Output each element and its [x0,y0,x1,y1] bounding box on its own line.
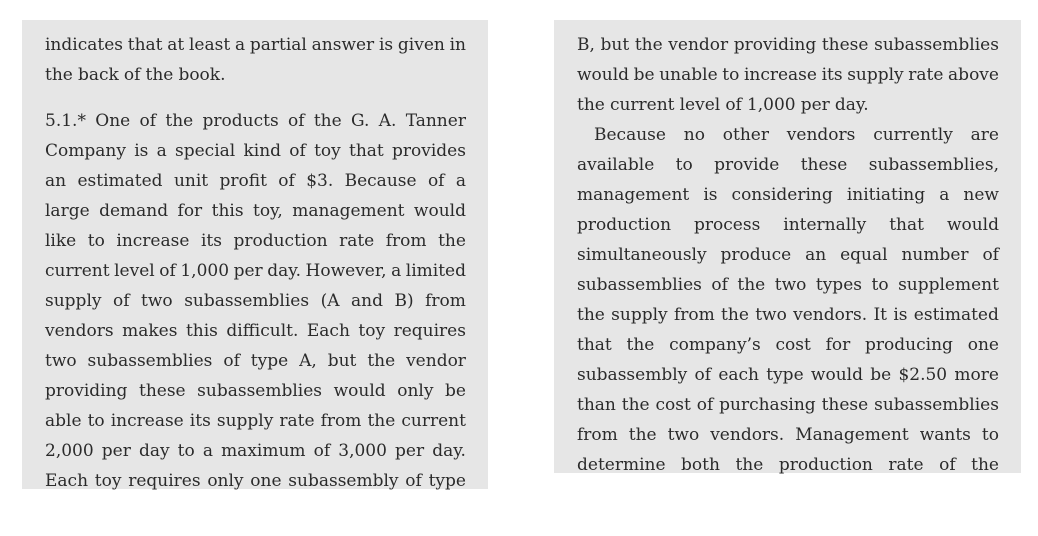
word: that [577,334,612,355]
word: would [946,214,999,235]
word: be [633,64,655,85]
word: of [313,440,331,461]
word: would [810,364,863,385]
word: subassemblies [184,290,310,311]
word: current [401,410,466,431]
word: provides [391,140,466,161]
word: of [139,110,157,131]
word: vendors [786,124,856,145]
word: of [711,274,728,295]
word: subassemblies, [868,154,999,175]
word: two [755,304,787,325]
word: increase [743,64,817,85]
word: of [123,64,141,85]
word: products [202,110,279,131]
word: However, [305,260,387,281]
word: of [288,110,305,131]
word: subassemblies [577,274,702,295]
word: of [223,350,240,371]
word: makes [122,320,178,341]
word: of [159,260,176,281]
word: (A [320,290,340,311]
text-line [45,256,466,286]
word: from [385,230,427,251]
word: subassemblies [874,34,999,55]
word: 5.1.* [45,110,86,131]
word: equal [840,244,888,265]
right-text-column [554,20,1021,473]
word: a [455,170,466,191]
word: management [577,184,690,205]
word: It [873,304,887,325]
word: company’s [669,334,761,355]
word: difficult. [226,320,299,341]
word: requires [128,470,201,491]
word: considering [731,184,833,205]
word: vendor [668,34,729,55]
word: management [292,200,405,221]
word: its [189,410,211,431]
word: estimated [913,304,999,325]
word: for [177,200,203,221]
word: supply [611,304,668,325]
word: B) [394,290,414,311]
word: vendors. [793,304,868,325]
text-line [45,376,466,406]
word: partial [249,34,307,55]
word: would [413,200,466,221]
word: given [397,34,445,55]
word: of [427,170,445,191]
word: per [101,440,131,461]
word: Company [45,140,126,161]
word: purchasing [719,394,816,415]
word: requires [393,320,466,341]
word: from [320,410,362,431]
word: the [438,230,466,251]
word: Each [306,320,350,341]
word: vendors [45,320,114,341]
word: be [444,380,466,401]
word: to [87,230,105,251]
word: Each [45,470,89,491]
text-line [45,346,466,376]
problem-5-1-paragraph [45,106,466,496]
word: be [870,364,892,385]
word: increase [116,230,190,251]
word: a [202,440,213,461]
word: of [405,470,422,491]
word: rate [279,410,315,431]
word: $2.50 [898,364,948,385]
word: the [313,110,342,131]
word: subassembly [577,364,688,385]
word: type [766,364,804,385]
word: in [449,34,466,55]
word: to [981,424,999,445]
word: the [577,94,605,115]
word: A, [299,350,317,371]
word: to [675,154,693,175]
word: vendors. [710,424,785,445]
word: providing [45,380,128,401]
word: day [138,440,170,461]
word: toy [314,140,341,161]
left-text-column [22,20,488,489]
text-line [577,390,999,420]
word: new [963,184,999,205]
word: its [200,230,222,251]
word: these [821,394,869,415]
word: that [348,140,384,161]
word: currently [873,124,953,145]
word: profit [219,170,267,191]
text-line [577,60,999,90]
word: that [889,214,924,235]
word: is [134,140,149,161]
word: to [87,410,105,431]
text-line [577,90,999,120]
word: production [778,454,873,475]
text-line [45,106,466,136]
word: available [577,154,655,175]
word: kind [243,140,282,161]
word: but [327,350,357,371]
word: an [45,170,67,191]
word: would [577,64,630,85]
word: increase [110,410,184,431]
word: initiating [846,184,926,205]
word: 2,000 [45,440,94,461]
word: rate [908,64,944,85]
word: both [681,454,720,475]
word: the [45,64,73,85]
word: production [233,230,328,251]
word: only [397,380,434,401]
text-line [45,30,466,60]
word: above [948,64,999,85]
text-line [577,240,999,270]
text-line [45,436,466,466]
word: providing [733,34,817,55]
word: a [156,140,167,161]
word: estimated [77,170,163,191]
word: at [167,34,185,55]
word: per [233,260,263,281]
word: 1,000 [180,260,230,281]
word: determine [577,454,666,475]
word: that [127,34,163,55]
paragraph-gap [45,90,466,106]
word: subassemblies [87,350,213,371]
word: of [939,454,956,475]
text-line [45,466,466,496]
word: these [821,34,869,55]
word: two [141,290,173,311]
word: of [289,140,306,161]
word: other [722,124,769,145]
intro-paragraph [45,30,466,90]
word: $3. [306,170,334,191]
word: demand [99,200,169,221]
text-line [45,196,466,226]
word: per [800,94,830,115]
word: this [185,320,218,341]
word: of [278,170,295,191]
word: supply [847,64,904,85]
word: toy, [252,200,283,221]
word: 3,000 [338,440,387,461]
word: types [815,274,862,295]
word: from [577,424,618,445]
text-line [577,300,999,330]
word: G. [351,110,370,131]
word: day. [834,94,869,115]
text-line [45,406,466,436]
word: two [45,350,77,371]
word: the [621,394,650,415]
word: Because [344,170,417,191]
word: the [165,110,194,131]
word: these [800,154,848,175]
word: Because [594,124,666,145]
word: answer [311,34,375,55]
word: able [45,410,82,431]
word: is [703,184,718,205]
word: supply [45,290,102,311]
word: from [673,304,715,325]
word: the [626,334,655,355]
word: limited [405,260,466,281]
word: unit [173,170,209,191]
word: is [893,304,908,325]
word: the [735,454,764,475]
word: book. [178,64,226,85]
word: its [821,64,843,85]
word: the [367,410,396,431]
text-line [45,316,466,346]
word: B, [577,34,595,55]
word: produce [720,244,792,265]
word: supplement [898,274,999,295]
word: Management [795,424,909,445]
text-line [577,120,999,150]
word: toy [94,470,122,491]
word: to [871,274,889,295]
text-line [45,136,466,166]
word: would [333,380,386,401]
text-line [577,330,999,360]
word: like [45,230,77,251]
text-line [577,30,999,60]
word: rate [888,454,924,475]
text-line [45,286,466,316]
text-line [577,210,999,240]
word: current [45,260,110,281]
word: number [901,244,969,265]
word: internally [783,214,867,235]
word: One [95,110,131,131]
word: the [737,274,766,295]
word: day. [267,260,301,281]
word: from [425,290,466,311]
word: provide [714,154,780,175]
word: indicates [45,34,123,55]
word: but [600,34,630,55]
text-line [45,166,466,196]
word: these [138,380,186,401]
word: of [113,290,130,311]
word: only [207,470,244,491]
text-line [577,180,999,210]
word: the [971,454,999,475]
word: producing [865,334,953,355]
word: unable [659,64,718,85]
word: the [367,350,396,371]
word: rate [339,230,375,251]
word: to [722,64,740,85]
word: type [428,470,466,491]
word: cost [655,394,691,415]
word: wants [919,424,971,445]
word: more [954,364,999,385]
word: level [679,94,721,115]
word: one [250,470,282,491]
word: subassemblies [874,394,999,415]
word: is [378,34,394,55]
text-line [577,450,999,480]
word: of [982,244,999,265]
word: than [577,394,616,415]
word: cost [775,334,811,355]
text-line [45,60,466,90]
word: two [774,274,807,295]
word: to [177,440,195,461]
word: 1,000 [746,94,796,115]
word: vendor [406,350,466,371]
word: level [114,260,155,281]
text-line [577,270,999,300]
word: a [234,34,246,55]
text-line [577,420,999,450]
word: subassembly [288,470,399,491]
word: process [694,214,761,235]
word: a [939,184,950,205]
word: a [391,260,402,281]
word: each [718,364,759,385]
word: day. [432,440,466,461]
word: A. [378,110,397,131]
text-line [45,226,466,256]
word: the [628,424,657,445]
word: large [45,200,90,221]
word: the [577,304,605,325]
word: supply [216,410,274,431]
word: special [175,140,236,161]
word: the [145,64,174,85]
word: least [189,34,231,55]
continuation-paragraph [577,30,999,120]
word: per [395,440,425,461]
word: toy [358,320,386,341]
word: back [77,64,119,85]
word: the [721,304,749,325]
word: an [805,244,827,265]
word: type [250,350,289,371]
word: one [967,334,999,355]
vendor-paragraph [577,120,999,480]
word: subassemblies [197,380,323,401]
word: simultaneously [577,244,707,265]
word: production [577,214,672,235]
word: Tanner [405,110,466,131]
word: of [694,364,712,385]
word: are [970,124,999,145]
text-line [577,360,999,390]
word: for [825,334,851,355]
word: current [609,94,675,115]
word: maximum [221,440,306,461]
word: of [725,94,742,115]
word: of [696,394,714,415]
word: no [683,124,705,145]
text-line [577,150,999,180]
word: this [211,200,244,221]
word: two [667,424,700,445]
word: the [634,34,663,55]
word: and [351,290,383,311]
